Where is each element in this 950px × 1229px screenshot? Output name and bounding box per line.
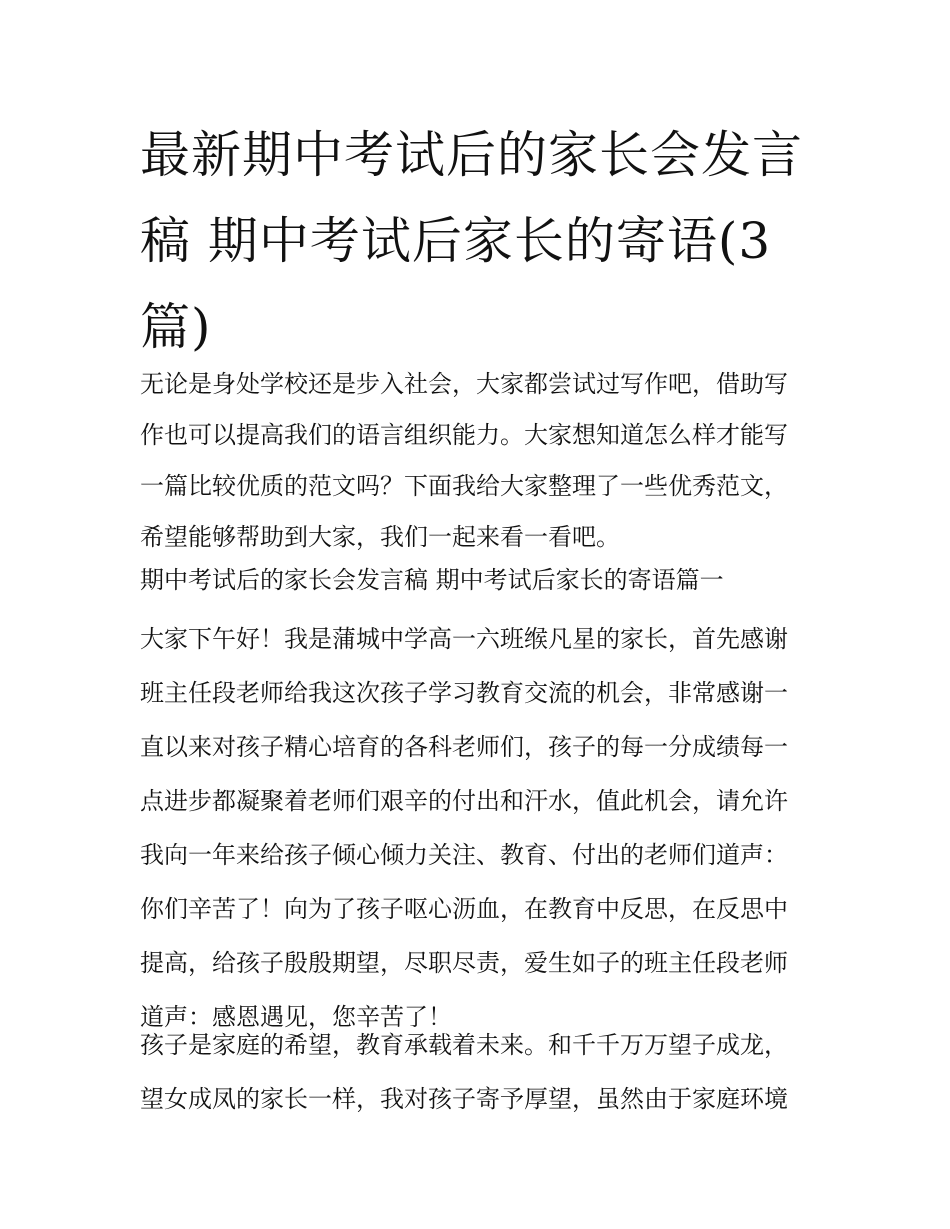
text-line: 望女成凤的家长一样，我对孩子寄予厚望，虽然由于家庭环境 <box>140 1085 788 1113</box>
heading-line: 期中考试后的家长会发言稿 期中考试后家长的寄语篇一 <box>140 566 724 594</box>
text-line: 希望能够帮助到大家，我们一起来看一看吧。 <box>140 523 620 551</box>
text-line: 你们辛苦了！向为了孩子呕心沥血，在教育中反思，在反思中 <box>140 895 788 923</box>
text-line: 道声：感恩遇见，您辛苦了！ <box>140 1003 452 1031</box>
text-line: 直以来对孩子精心培育的各科老师们，孩子的每一分成绩每一 <box>140 733 788 761</box>
text-line: 一篇比较优质的范文吗？下面我给大家整理了一些优秀范文， <box>140 472 788 500</box>
title-line: 篇) <box>140 298 212 356</box>
title-line: 稿 期中考试后家长的寄语(3 <box>140 212 772 270</box>
document-title <box>140 112 820 370</box>
text-line: 孩子是家庭的希望，教育承载着未来。和千千万万望子成龙， <box>140 1031 788 1059</box>
text-line: 提高，给孩子殷殷期望，尽职尽责，爱生如子的班主任段老师 <box>140 949 788 977</box>
title-line: 最新期中考试后的家长会发言 <box>140 126 803 184</box>
text-line: 我向一年来给孩子倾心倾力关注、教育、付出的老师们道声： <box>140 841 788 869</box>
speech-paragraph-1 <box>140 612 820 1044</box>
text-line: 作也可以提高我们的语言组织能力。大家想知道怎么样才能写 <box>140 421 788 449</box>
text-line: 点进步都凝聚着老师们艰辛的付出和汗水，值此机会，请允许 <box>140 787 788 815</box>
speech-paragraph-2 <box>140 1018 820 1126</box>
intro-paragraph <box>140 359 820 563</box>
text-line: 班主任段老师给我这次孩子学习教育交流的机会，非常感谢一 <box>140 679 788 707</box>
text-line: 大家下午好！我是蒲城中学高一六班缑凡星的家长，首先感谢 <box>140 625 788 653</box>
text-line: 无论是身处学校还是步入社会，大家都尝试过写作吧，借助写 <box>140 370 788 398</box>
section-heading <box>140 560 820 600</box>
